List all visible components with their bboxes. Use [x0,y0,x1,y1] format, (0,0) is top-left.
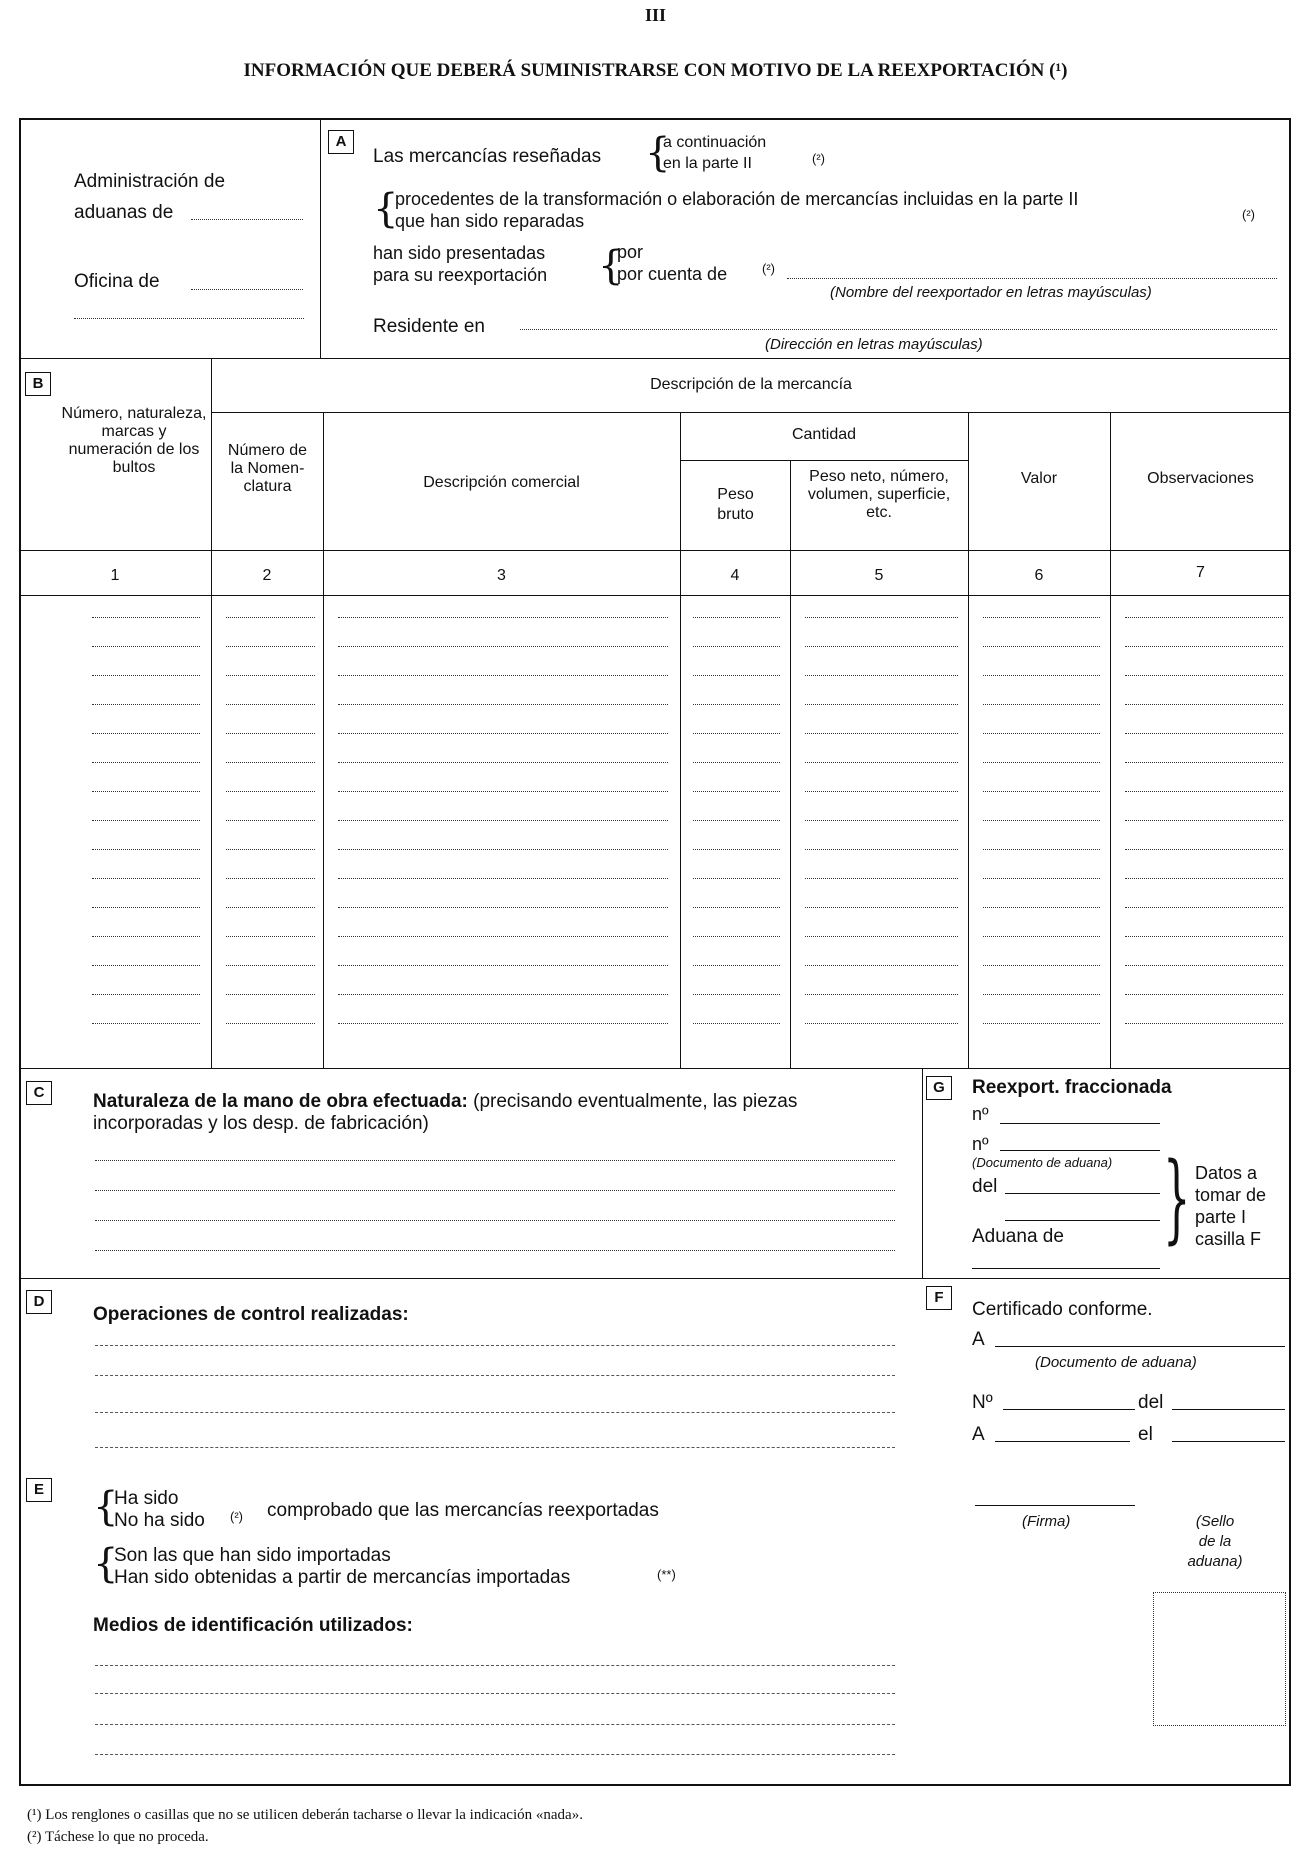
e-id-means: Medios de identificación utilizados: [93,1615,413,1636]
admin-label-2: aduanas de [74,202,174,223]
col4-header: Peso bruto [717,486,754,523]
entry-line[interactable] [338,762,668,763]
entry-line[interactable] [92,762,200,763]
entry-line[interactable] [226,704,315,705]
stamp-label-1: (Sello [1195,1513,1235,1530]
entry-line[interactable] [92,878,200,879]
entry-line[interactable] [92,965,200,966]
entry-line[interactable] [983,704,1100,705]
section-a-label: A [328,130,354,154]
e-obtained: Han sido obtenidas a partir de mercancías importadas [114,1567,571,1588]
section-c-label: C [26,1081,52,1105]
entry-line[interactable] [226,617,315,618]
page-number: III [644,5,666,25]
entry-line[interactable] [338,936,668,937]
control-line[interactable] [95,1345,895,1346]
id-line[interactable] [95,1754,895,1755]
entry-line[interactable] [226,965,315,966]
stamp-box[interactable] [1153,1592,1286,1726]
g-data-1: Datos a [1195,1163,1258,1183]
control-line[interactable] [95,1375,895,1376]
stamp-label-3: aduana) [1187,1553,1243,1570]
entry-line[interactable] [805,617,958,618]
f-no: Nº [972,1392,993,1413]
entry-line[interactable] [983,878,1100,879]
entry-line[interactable] [693,936,780,937]
brace-a3: { [598,243,624,289]
signature-label: (Firma) [1022,1513,1071,1530]
by-option-1: por [617,242,644,262]
col-number: 1 [110,567,120,584]
col5-header: Peso neto, número, volumen, superficie, etc. [807,468,951,521]
labour-line[interactable] [95,1190,895,1191]
section-e-label: E [26,1478,52,1502]
col2-header: Número de la Nomen- clatura [227,442,308,495]
section-f-label: F [926,1286,952,1310]
e-checked-text: comprobado que las mercancías reexportadas [267,1500,659,1521]
section-c-title-rest: (precisando eventualmente, las piezas [467,1091,798,1112]
entry-line[interactable] [693,646,780,647]
entry-line[interactable] [693,791,780,792]
col-number: 6 [1034,567,1044,584]
by-option-2: por cuenta de [617,264,728,284]
e-note-star: (**) [657,1567,676,1582]
entry-line[interactable] [1125,675,1283,676]
col7-header: Observaciones [1147,470,1254,487]
note2-a: (²) [812,151,825,166]
entry-line[interactable] [92,675,200,676]
section-c-title-2: incorporadas y los desp. de fabricación) [93,1113,429,1134]
entry-line[interactable] [805,849,958,850]
f-a2: A [972,1424,985,1445]
labour-line[interactable] [95,1160,895,1161]
entry-line[interactable] [226,994,315,995]
desc-header-bottom [211,412,1291,413]
note2-a2: (²) [1242,207,1255,222]
exporter-name-field[interactable] [787,278,1277,279]
f-doc-hint: (Documento de aduana) [1035,1354,1197,1371]
entry-line[interactable] [983,936,1100,937]
section-g-label: G [926,1076,952,1100]
stamp-label-2: de la [1198,1533,1232,1550]
entry-line[interactable] [1125,704,1283,705]
origin-option-2: que han sido reparadas [395,211,585,231]
f-del: del [1138,1392,1164,1413]
section-c-title-bold: Naturaleza de la mano de obra efectuada: [93,1091,468,1112]
e-imported: Son las que han sido importadas [114,1545,391,1566]
note2-a3: (²) [762,261,775,276]
g-data-2: tomar de [1195,1185,1267,1205]
col-div-6 [1110,412,1111,1068]
entry-line[interactable] [1125,936,1283,937]
entry-line[interactable] [92,733,200,734]
entry-line[interactable] [805,936,958,937]
entry-line[interactable] [92,704,200,705]
entry-line[interactable] [693,1023,780,1024]
entry-line[interactable] [693,878,780,879]
entry-line[interactable] [92,617,200,618]
entry-line[interactable] [338,791,668,792]
e-has-not-been: No ha sido [114,1510,205,1531]
g-doc-hint: (Documento de aduana) [972,1155,1113,1170]
goods-text: Las mercancías reseñadas [373,146,602,167]
entry-line[interactable] [983,646,1100,647]
entry-line[interactable] [338,820,668,821]
col-div-5 [968,412,969,1068]
origin-option-1: procedentes de la transformación o elaboración de mercancías incluidas en la parte II [395,189,1079,209]
entry-line[interactable] [92,849,200,850]
id-line[interactable] [95,1665,895,1666]
col1-header: Número, naturaleza, marcas y numeración de los bultos [61,405,207,476]
entry-line[interactable] [338,617,668,618]
entry-line[interactable] [805,907,958,908]
entry-line[interactable] [805,733,958,734]
row-c-divider [922,1068,923,1278]
section-b-label: B [25,372,51,396]
entry-line[interactable] [1125,907,1283,908]
entry-line[interactable] [983,820,1100,821]
numbers-bottom [19,595,1291,596]
entry-line[interactable] [226,646,315,647]
g-del-field[interactable] [1005,1193,1160,1194]
option-part2: en la parte II [663,155,752,172]
entry-line[interactable] [338,675,668,676]
entry-line[interactable] [805,878,958,879]
section-g-title: Reexport. fraccionada [972,1077,1172,1098]
col3-header: Descripción comercial [423,474,580,491]
g-no-2-field[interactable] [1000,1150,1160,1151]
entry-line[interactable] [983,994,1100,995]
entry-line[interactable] [338,994,668,995]
entry-line[interactable] [92,936,200,937]
entry-line[interactable] [805,646,958,647]
entry-line[interactable] [226,936,315,937]
entry-line[interactable] [92,1023,200,1024]
e-note2: (²) [230,1509,243,1524]
entry-line[interactable] [338,1023,668,1024]
entry-line[interactable] [805,762,958,763]
entry-line[interactable] [1125,965,1283,966]
entry-line[interactable] [693,733,780,734]
col-number: 5 [874,567,884,584]
entry-line[interactable] [1125,617,1283,618]
presented-1: han sido presentadas [373,243,546,263]
headers-bottom [19,550,1291,551]
brace-g: } [1163,1142,1191,1254]
entry-line[interactable] [983,733,1100,734]
f-a2-field[interactable] [995,1441,1130,1442]
f-el-field[interactable] [1172,1441,1285,1442]
entry-line[interactable] [983,617,1100,618]
entry-line[interactable] [226,791,315,792]
entry-line[interactable] [805,704,958,705]
entry-line[interactable] [92,646,200,647]
entry-line[interactable] [92,994,200,995]
g-customs-field[interactable] [972,1268,1160,1269]
entry-line[interactable] [1125,791,1283,792]
col6-header: Valor [1020,470,1058,487]
description-header: Descripción de la mercancía [650,376,852,393]
entry-line[interactable] [693,617,780,618]
g-no-2: nº [972,1134,989,1154]
entry-line[interactable] [693,994,780,995]
resident-field[interactable] [520,329,1277,330]
f-a: A [972,1329,985,1350]
entry-line[interactable] [983,675,1100,676]
g-customs: Aduana de [972,1226,1064,1247]
labour-line[interactable] [95,1220,895,1221]
entry-line[interactable] [805,994,958,995]
entry-line[interactable] [1125,878,1283,879]
entry-line[interactable] [805,675,958,676]
brace-a1: { [645,130,671,176]
g-data-3: parte I [1195,1207,1247,1227]
entry-line[interactable] [226,820,315,821]
f-a-field[interactable] [995,1346,1285,1347]
f-no-field[interactable] [1003,1409,1135,1410]
g-del: del [972,1176,998,1197]
control-line[interactable] [95,1412,895,1413]
row-c-bottom [19,1278,1291,1279]
entry-line[interactable] [1125,762,1283,763]
entry-line[interactable] [338,733,668,734]
entry-line[interactable] [1125,733,1283,734]
g-extra-field[interactable] [1005,1220,1160,1221]
quantity-header-bottom [680,460,968,461]
entry-line[interactable] [1125,820,1283,821]
footnote-2: (²) Táchese lo que no proceda. [27,1829,209,1845]
labour-line[interactable] [95,1250,895,1251]
signature-line[interactable] [975,1505,1135,1506]
brace-e1: { [93,1484,119,1530]
id-line[interactable] [95,1724,895,1725]
row-a-divider [320,118,321,358]
entry-line[interactable] [226,675,315,676]
address-hint: (Dirección en letras mayúsculas) [765,336,983,353]
row-a-bottom [19,358,1291,359]
admin-label: Administración de [74,171,226,192]
entry-line[interactable] [92,820,200,821]
form-frame [19,118,1291,1786]
option-continuation: a continuación [663,134,767,151]
entry-line[interactable] [693,675,780,676]
entry-line[interactable] [1125,1023,1283,1024]
f-el: el [1138,1424,1153,1445]
section-c-title [93,1091,797,1113]
entry-line[interactable] [92,791,200,792]
entry-line[interactable] [338,849,668,850]
entry-line[interactable] [226,733,315,734]
col-number: 4 [730,567,740,584]
section-d-label: D [26,1290,52,1314]
col-div-3 [680,412,681,1068]
g-no-1: nº [972,1104,989,1124]
entry-line[interactable] [226,907,315,908]
entry-line[interactable] [983,907,1100,908]
entry-line[interactable] [693,704,780,705]
entry-line[interactable] [1125,849,1283,850]
entry-line[interactable] [1125,994,1283,995]
entry-line[interactable] [983,965,1100,966]
brace-e2: { [93,1541,119,1587]
footnote-1: (¹) Los renglones o casillas que no se utilicen deberán tacharse o llevar la indicación «nada». [27,1807,583,1823]
office-field-2[interactable] [74,318,304,319]
entry-line[interactable] [805,1023,958,1024]
section-f-title: Certificado conforme. [972,1299,1153,1320]
entry-line[interactable] [338,907,668,908]
page-title: INFORMACIÓN QUE DEBERÁ SUMINISTRARSE CON MOTIVO DE LA REEXPORTACIÓN (¹) [243,60,1068,81]
entry-line[interactable] [338,704,668,705]
col-number: 7 [1196,564,1205,581]
quantity-header: Cantidad [791,426,857,443]
entry-line[interactable] [693,849,780,850]
e-has-been: Ha sido [114,1488,179,1509]
entry-line[interactable] [983,1023,1100,1024]
entry-line[interactable] [693,820,780,821]
entry-line[interactable] [226,878,315,879]
id-line[interactable] [95,1693,895,1694]
entry-line[interactable] [338,965,668,966]
col-number: 2 [262,567,272,584]
entry-line[interactable] [693,907,780,908]
table-bottom [19,1068,1291,1069]
section-d-title: Operaciones de control realizadas: [93,1304,409,1325]
entry-line[interactable] [983,762,1100,763]
office-field[interactable] [191,289,303,290]
col-div-1 [211,358,212,1068]
admin-field[interactable] [191,219,303,220]
entry-line[interactable] [226,762,315,763]
office-label: Oficina de [74,271,160,292]
col-div-2 [323,412,324,1068]
entry-line[interactable] [338,646,668,647]
entry-line[interactable] [805,791,958,792]
brace-a2: { [373,186,399,232]
entry-line[interactable] [693,965,780,966]
resident-label: Residente en [373,316,485,337]
presented-2: para su reexportación [373,265,548,285]
g-no-1-field[interactable] [1000,1123,1160,1124]
control-line[interactable] [95,1447,895,1448]
entry-line[interactable] [805,820,958,821]
name-hint: (Nombre del reexportador en letras mayúsculas) [830,284,1152,301]
entry-line[interactable] [693,762,780,763]
entry-line[interactable] [983,849,1100,850]
entry-line[interactable] [1125,646,1283,647]
entry-line[interactable] [338,878,668,879]
g-data-4: casilla F [1195,1229,1262,1249]
entry-line[interactable] [805,965,958,966]
entry-line[interactable] [92,907,200,908]
col-number: 3 [497,567,506,584]
entry-line[interactable] [983,791,1100,792]
f-del-field[interactable] [1172,1409,1285,1410]
entry-line[interactable] [226,849,315,850]
col-div-4 [790,460,791,1068]
entry-line[interactable] [226,1023,315,1024]
